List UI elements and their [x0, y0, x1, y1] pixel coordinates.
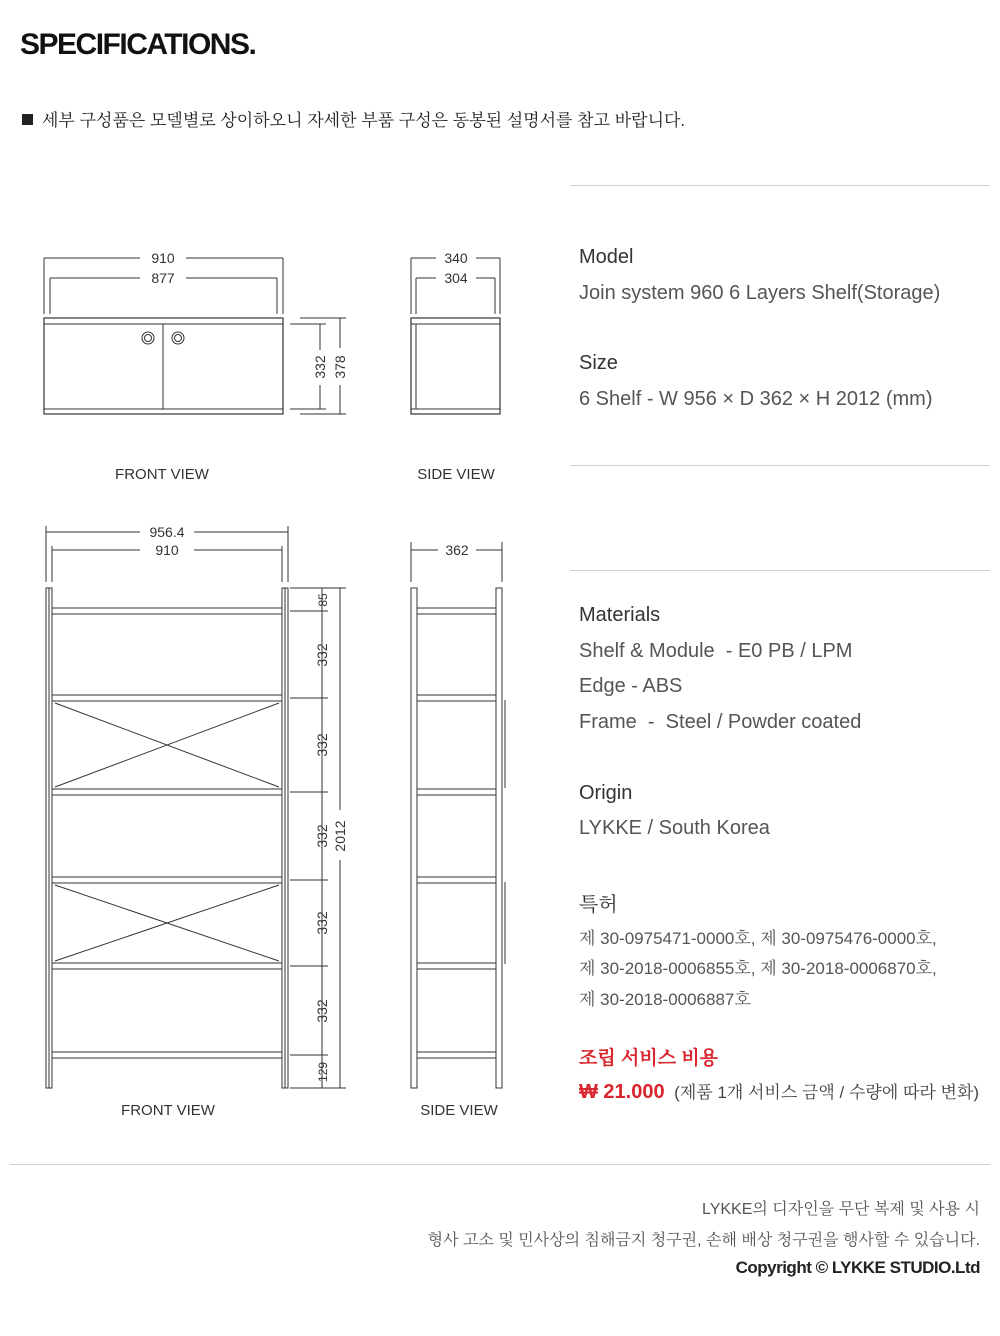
footer-warning-2: 형사 고소 및 민사상의 침해금지 청구권, 손해 배상 청구권을 행사할 수 있습니다. — [427, 1232, 980, 1249]
divider — [570, 465, 990, 466]
caption-side-view: SIDE VIEW — [417, 466, 495, 483]
origin-label: Origin — [579, 782, 633, 804]
patent-line: 제 30-2018-0006855호, 제 30-2018-0006870호, — [579, 959, 937, 978]
footer-divider — [10, 1164, 990, 1165]
dim-bottom-top: 85 — [316, 593, 330, 607]
materials-item: Shelf & Module - E0 PB / LPM — [579, 640, 853, 662]
divider — [570, 570, 990, 571]
dim-shelf-4: 332 — [314, 911, 330, 935]
materials-item: Frame - Steel / Powder coated — [579, 711, 862, 733]
notice-text: 세부 구성품은 모델별로 상이하오니 자세한 부품 구성은 동봉된 설명서를 참고 바랍니다. — [42, 111, 686, 130]
materials-item: Edge - ABS — [579, 675, 683, 697]
square-bullet-icon — [22, 114, 33, 125]
caption-front-view: FRONT VIEW — [115, 466, 209, 483]
dim-side-outer: 340 — [444, 250, 468, 266]
dim-front-inner: 877 — [151, 270, 175, 286]
size-value: 6 Shelf - W 956 × D 362 × H 2012 (mm) — [579, 388, 933, 410]
dim-bottom-base: 129 — [316, 1061, 330, 1083]
page-title: SPECIFICATIONS. — [20, 28, 256, 61]
bottom-diagrams — [0, 520, 560, 1125]
dim-front-h-inner: 332 — [312, 355, 328, 379]
materials-label: Materials — [579, 604, 661, 626]
dim-bottom-outer: 956.4 — [149, 524, 185, 540]
footer-warning-1: LYKKE의 디자인을 무단 복제 및 사용 시 — [702, 1201, 980, 1218]
copyright: Copyright © LYKKE STUDIO.Ltd — [735, 1258, 980, 1277]
dim-total-height: 2012 — [332, 820, 348, 852]
service-price-row — [579, 1078, 979, 1104]
dim-front-h-outer: 378 — [332, 355, 348, 379]
model-label: Model — [579, 246, 634, 268]
size-label: Size — [579, 352, 618, 374]
top-diagrams — [0, 240, 560, 500]
dim-front-outer: 910 — [151, 250, 175, 266]
origin-value: LYKKE / South Korea — [579, 817, 770, 839]
service-note: (제품 1개 서비스 금액 / 수량에 따라 변화) — [674, 1083, 980, 1102]
dim-shelf-2: 332 — [314, 733, 330, 757]
dim-side-inner: 304 — [444, 270, 468, 286]
patent-line: 제 30-2018-0006887호 — [579, 990, 751, 1009]
dim-shelf-5: 332 — [314, 999, 330, 1023]
patent-label: 특허 — [579, 894, 618, 916]
service-price: ₩ 21.000 — [579, 1081, 665, 1103]
dim-bottom-inner: 910 — [155, 542, 179, 558]
divider — [570, 185, 990, 186]
caption-front-view-2: FRONT VIEW — [121, 1102, 215, 1119]
dim-shelf-1: 332 — [314, 643, 330, 667]
dim-shelf-3: 332 — [314, 824, 330, 848]
model-value: Join system 960 6 Layers Shelf(Storage) — [579, 282, 941, 304]
dim-side-depth: 362 — [445, 542, 469, 558]
caption-side-view-2: SIDE VIEW — [420, 1102, 498, 1119]
notice — [22, 106, 685, 131]
patent-line: 제 30-0975471-0000호, 제 30-0975476-0000호, — [579, 929, 937, 948]
service-label: 조립 서비스 비용 — [579, 1048, 719, 1069]
